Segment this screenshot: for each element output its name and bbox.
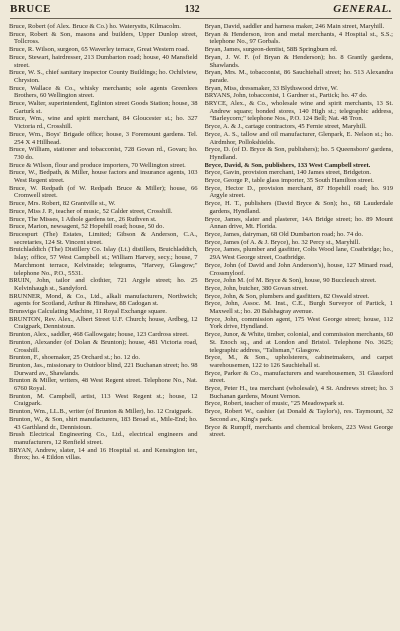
- directory-entry: Bruce, W. Redpath (of W. Redpath Bruce & Miller); house, 66 Cromwell street.: [9, 184, 198, 200]
- directory-entry: Brunton, F., shoemaker, 25 Orchard st.; ho. 12 do.: [9, 354, 141, 362]
- directory-entry: Brunton, M. Campbell, artist, 113 West Regent st.; house, 12 Craigpark.: [9, 392, 198, 408]
- directory-entry: Bruce, William, stationer and tobacconist, 728 Govan rd., Govan; ho. 730 do.: [9, 146, 198, 161]
- directory-entry: Bryce, H. T., publishers (David Bryce & Son); ho., 68 Lauderdale gardens, Hyndland.: [204, 200, 393, 215]
- directory-entry: BRYAN, Andrew, slater, 14 and 16 Hospital st. and Kensington ter., Ibrox; ho. 4 Eildon villas.: [9, 446, 198, 462]
- directory-entry: Brunsviga Calculating Machine, 11 Royal Exchange square.: [9, 308, 167, 316]
- directory-entry: Bryce, Hector D., provision merchant, 87 Hopehill road; ho. 919 Argyle street.: [204, 184, 393, 200]
- directory-entry: Bryce, James, dairyman, 68 Old Dumbarton road; ho. 74 do.: [204, 230, 364, 238]
- directory-entry: BRYCE, Alex., & Co., wholesale wine and spirit merchants, 13 St. Andrew square; bonded stores, 140 High st.; telegraphic address, "Barleycorn;" telephone Nos., P.O. 124 Bell; Nat. 48 Tron.: [204, 100, 393, 123]
- directory-entry: Bruce, W. S., chief sanitary inspector County Buildings; ho. Ochilview, Chryston.: [9, 69, 198, 84]
- directory-entry: Bryce, James, plumber and gasfitter, Colts Wood lane, Coatbridge; ho., 29A West George street, Coatbridge.: [204, 246, 393, 262]
- directory-entry: Bryce, A. S., tallow and oil manufacturer, Glenpark, E. Nelson st.; ho. Airdmhor, Pollokshields.: [204, 130, 393, 146]
- directory-entry: Brunton & Miller, writers, 48 West Regent street. Telephone No., Nat. 6760 Royal.: [9, 377, 198, 393]
- directory-entry: Brunton, Alexander (of Dolan & Brunton); house, 481 Victoria road, Crosshill.: [9, 338, 198, 354]
- directory-entry: Bryce, John M. (of M. Bryce & Son), house, 90 Buccleuch street.: [204, 277, 377, 285]
- directory-entry: Bruce, Walter, superintendent, Eglinton street Goods Station; house, 38 Garturk st.: [9, 100, 198, 115]
- directory-entry: BRYANS, John, tobacconist, 1 Gardner st., Partick; ho. 47 do.: [204, 92, 368, 100]
- directory-entry: Bruce, Robert & Son, masons and builders, Upper Dunlop street, Tollcross.: [9, 30, 198, 46]
- directory-entry: Bryce, Robert, teacher of music, "25 Meadowpark st.: [204, 400, 345, 408]
- directory-entry: BRUIN, John, tailor and clothier, 721 Argyle street; ho. 25 Kelvinhaugh st., Sandyford.: [9, 277, 198, 292]
- directory-entry: Bruce, Miss J. P., teacher of music, 52 Calder street, Crosshill.: [9, 207, 173, 215]
- directory-entry: Bruce, Wallace & Co., whisky merchants; sole agents Greenlees Brothers, 60 Wellington street.: [9, 84, 198, 100]
- directory-entry: Bruce, W., Bedpath, & Miller, house factors and insurance agents, 103 West Regent street.: [9, 169, 198, 185]
- directory-entry: Brucespurt (The) Estates, Limited; Gibson & Anderson, C.A., secretaries, 124 St. Vincent street.: [9, 230, 198, 246]
- directory-entry: Bryce, John, commission agent, 175 West George street; house, 112 York drive, Hyndland.: [204, 315, 393, 331]
- directory-entry: Bryce, John, butcher, 380 Govan street.: [204, 284, 309, 292]
- directory-entry: BRUNNER, Mond, & Co., Ltd., alkali manufacturers, Northwich; agents for Scotland, Arthur & Hinshaw, 88 Cadogan st.: [9, 292, 198, 308]
- directory-entry: Brunton, W., & Son, shirt manufacturers, 183 Broad st., Mile-End; ho. 43 Garthland dr., Dennistoun.: [9, 415, 198, 431]
- directory-entry: Bruce, The Misses, 1 Athole gardens ter., 26 Ruthven st.: [9, 215, 157, 223]
- directory-entry: Brunton, Jas., missionary to Outdoor blind, 221 Buchanan street; ho. 98 Durward av., Shawlands.: [9, 361, 198, 377]
- page-number: 132: [184, 4, 200, 15]
- directory-entry: Bryce, A. & J., cartage contractors, 45 Fernie street, Maryhill.: [204, 123, 367, 131]
- directory-entry: Bryce, D. (of D. Bryce & Son, publishers); ho. 5 Queensboro' gardens, Hyndland.: [204, 146, 393, 161]
- directory-entry: Bruce, Wm., wine and spirit merchant, 84 Gloucester st.; ho. 327 Victoria rd., Crosshill.: [9, 115, 198, 131]
- directory-entry: BRUNTON, Rev. Alex., Albert Street U.F. Church; house, Ardbeg, 12 Craigpark, Dennistoun.: [9, 315, 198, 331]
- directory-entry: Bryce & Rumpff, merchants and chemical brokers, 223 West George street.: [204, 423, 393, 439]
- directory-entry: Bruce, Wm., Boys' Brigade office; house, 3 Foremount gardens. Tel. 254 X 4 Hillhead.: [9, 130, 198, 146]
- directory-entry: Bryce, John (of David and John Anderson's), house, 127 Minard road, Crossmyloof.: [204, 261, 393, 277]
- directory-entry: Brunton, Wm., LL.B., writer (of Brunton & Miller), ho. 12 Craigpark.: [9, 408, 193, 416]
- directory-entry: Brush Electrical Engineering Co., Ltd., electrical engineers and manufacturers, 12 Renfield street.: [9, 431, 198, 446]
- directory-entry: Bryan, Mrs. M., tobacconist, 86 Sauchiehall street; ho. 513 Alexandra parade.: [204, 69, 393, 84]
- right-column: [205, 23, 394, 631]
- directory-entry: Bryan, J. W. F. (of Bryan & Henderson); ho. 8 Grantly gardens, Shawlands.: [204, 53, 393, 69]
- directory-entry: Bryce, John, Assoc. M. Inst., C.E., Burgh Surveyor of Partick, 1 Maxwell st.; ho. 20 Balshagray avenue.: [204, 300, 393, 316]
- directory-entry: Bryce, Junor, & White, timber, colonial, and commission merchants, 60 St. Enoch sq., and at London and Bristol. Telephone No. 3625; telegraphic address, "Talisman," Glasgow.: [204, 331, 393, 354]
- directory-entry: Bryce, David, & Son, publishers, 133 West Campbell street.: [204, 161, 371, 169]
- directory-entry: Bruce, Stewart, hairdresser, 213 Dumbarton road; house, 40 Mansfield street.: [9, 53, 198, 69]
- directory-entry: Bryce, Robert W., cashier (at Donald & Taylor's), res. Taymount, 32 Second av., King's park.: [204, 408, 393, 423]
- directory-columns: [9, 23, 393, 631]
- directory-entry: Bryce, Parker & Co., manufacturers and warehousemen, 31 Glassford street.: [204, 369, 393, 385]
- directory-entry: Bruce, R. Wilson, surgeon, 65 Waverley terrace, Great Western road.: [9, 46, 190, 54]
- directory-entry: Bryce, James, slater and plasterer, 14A Bridge street; ho. 89 Mount Annan drive, Mt. Florida.: [204, 215, 393, 231]
- directory-entry: Bryan & Henderson, iron and metal merchants, 4 Hospital st., S.S.; telephone No., 97 Gorbals.: [204, 30, 393, 46]
- directory-entry: Bryan, Miss, dressmaker, 33 Blythswood drive, W.: [204, 84, 338, 92]
- directory-entry: Bryce, Gavin, provision merchant, 140 James street, Bridgeton.: [204, 169, 372, 177]
- directory-entry: Bruce & Wilson, flour and produce importers, 70 Wellington street.: [9, 161, 186, 169]
- header-surname: BRUCE: [10, 3, 52, 15]
- running-header: [10, 3, 392, 19]
- directory-entry: Bruichladdich (The) Distillery Co. Islay (Lt.) distillers, Bruichladdich, Islay; office, 57 West Campbell st.; William Harvey, secy.; house, 7 Marchmont terrace, Kelvinside; telegrams, "Harvey, Glasgow;" telephone No., P.O., 5531.: [9, 246, 198, 277]
- directory-entry: Bruce, Mrs. Robert, 82 Grantville st., W.: [9, 200, 116, 208]
- directory-entry: Bruce, Robert (of Alex. Bruce & Co.) ho. Waterystts, Kilmacolm.: [9, 23, 181, 30]
- directory-entry: Bryce, James (of A. & J. Bryce), ho. 32 Percy st., Maryhill.: [204, 238, 360, 246]
- left-column: [9, 23, 198, 631]
- directory-entry: Bryan, James, surgeon-dentist, 58B Springburn rd.: [204, 46, 338, 54]
- directory-entry: Bryan, David, saddler and harness maker, 246 Main street, Maryhill.: [204, 23, 385, 30]
- directory-entry: Bryce, John, & Son, plumbers and gasfitters, 82 Oswald street.: [204, 292, 370, 300]
- header-section: GENERAL.: [333, 3, 392, 15]
- directory-entry: Bruce, Marion, newsagent, 52 Hopehill road; house, 50 do.: [9, 223, 165, 231]
- directory-entry: Bryce, Peter H., tea merchant (wholesale), 4 St. Andrews street; ho. 3 Buchanan gardens, Mount Vernon.: [204, 385, 393, 400]
- directory-entry: Bryce, M., & Son., upholsterers, cabinetmakers, and carpet warehousemen, 122 to 126 Sauchiehall st.: [204, 354, 393, 369]
- directory-entry: Bryce, George P., table glass importer, 35 South Hamilton street.: [204, 177, 374, 185]
- directory-entry: Brunton, Alex., saddler, 468 Gallowgate; house, 123 Cardross street.: [9, 331, 189, 339]
